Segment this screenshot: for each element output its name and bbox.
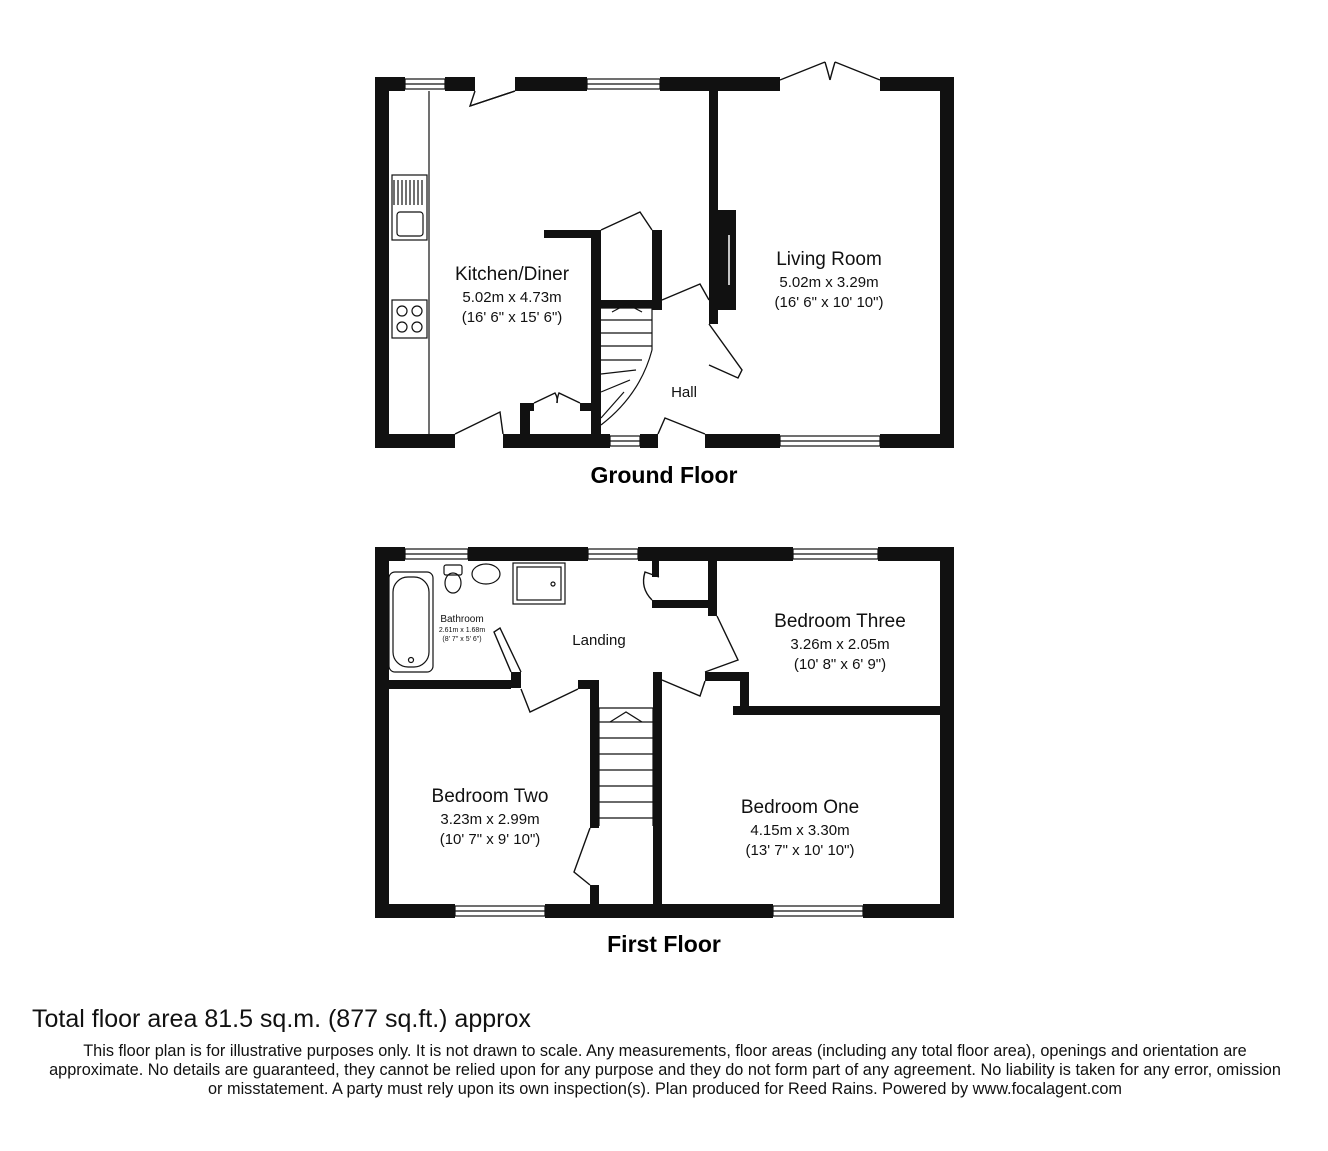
ground-floor-title: Ground Floor: [590, 462, 738, 488]
bedroom-two-metric: 3.23m x 2.99m: [440, 811, 540, 828]
door-under-stairs: [601, 212, 652, 230]
door-bedroom-three: [705, 616, 738, 672]
living-name: Living Room: [776, 249, 882, 270]
door-hall-kitchen: [662, 284, 709, 300]
bedroom-three-name: Bedroom Three: [774, 611, 906, 632]
door-bedroom-two-cupboard: [574, 828, 590, 885]
ground-internal-walls: [520, 91, 736, 434]
bathroom-metric: 2.61m x 1.68m: [438, 627, 486, 634]
bedroom-one-metric: 4.15m x 3.30m: [750, 822, 850, 839]
door-kitchen-front: [455, 412, 503, 434]
hob-icon: [392, 300, 427, 338]
door-cupboard-kitchen: [534, 393, 557, 403]
living-imperial: (16' 6" x 10' 10"): [774, 294, 884, 311]
kitchen-metric: 5.02m x 4.73m: [462, 289, 562, 306]
door-airing-cupboard: [644, 572, 659, 600]
door-bedroom-one: [662, 680, 705, 696]
total-floor-area: Total floor area 81.5 sq.m. (877 sq.ft.) approx: [32, 1005, 531, 1033]
bathroom-imperial: (8' 7" x 5' 6"): [442, 636, 482, 643]
first-floor-plan: [375, 547, 954, 957]
bedroom-three-imperial: (10' 8" x 6' 9"): [793, 656, 887, 673]
ground-stairs: [601, 304, 652, 425]
kitchen-name: Kitchen/Diner: [454, 264, 570, 285]
basin-icon: [472, 564, 500, 584]
hall-name: Hall: [671, 384, 697, 401]
door-patio-left: [780, 62, 825, 80]
door-bedroom-two: [521, 689, 578, 712]
shower-icon: [513, 563, 565, 604]
ground-doors: [455, 62, 880, 434]
bedroom-two-name: Bedroom Two: [431, 786, 549, 807]
first-floor-title: First Floor: [607, 931, 721, 957]
bedroom-three-metric: 3.26m x 2.05m: [790, 636, 890, 653]
living-metric: 5.02m x 3.29m: [779, 274, 879, 291]
first-stairs: [599, 708, 653, 826]
bedroom-two-imperial: (10' 7" x 9' 10"): [439, 831, 541, 848]
door-bathroom: [494, 628, 521, 672]
ground-floor-plan: [375, 62, 954, 488]
door-living: [709, 324, 742, 378]
bedroom-one-imperial: (13' 7" x 10' 10"): [745, 842, 855, 859]
door-front: [658, 418, 705, 434]
disclaimer-text: This floor plan is for illustrative purposes only. It is not drawn to scale. Any measurements, floor areas (including any total floor area), openings and orientation are approximate. No details are guaranteed, they cannot be relied upon for any purpose and they do not form part of any agreement. No liability is taken for any error, omission or misstatement. A party must rely upon its own inspection(s). Plan produced for Reed Rains. Powered by www.focalagent.com: [49, 1042, 1281, 1098]
kitchen-imperial: (16' 6" x 15' 6"): [461, 309, 563, 326]
landing-name: Landing: [572, 632, 626, 649]
bedroom-one-name: Bedroom One: [740, 797, 860, 818]
kitchen-fittings: [392, 91, 429, 434]
door-patio-right: [835, 62, 880, 80]
first-windows: [405, 549, 878, 916]
bathroom-name: Bathroom: [440, 614, 484, 625]
